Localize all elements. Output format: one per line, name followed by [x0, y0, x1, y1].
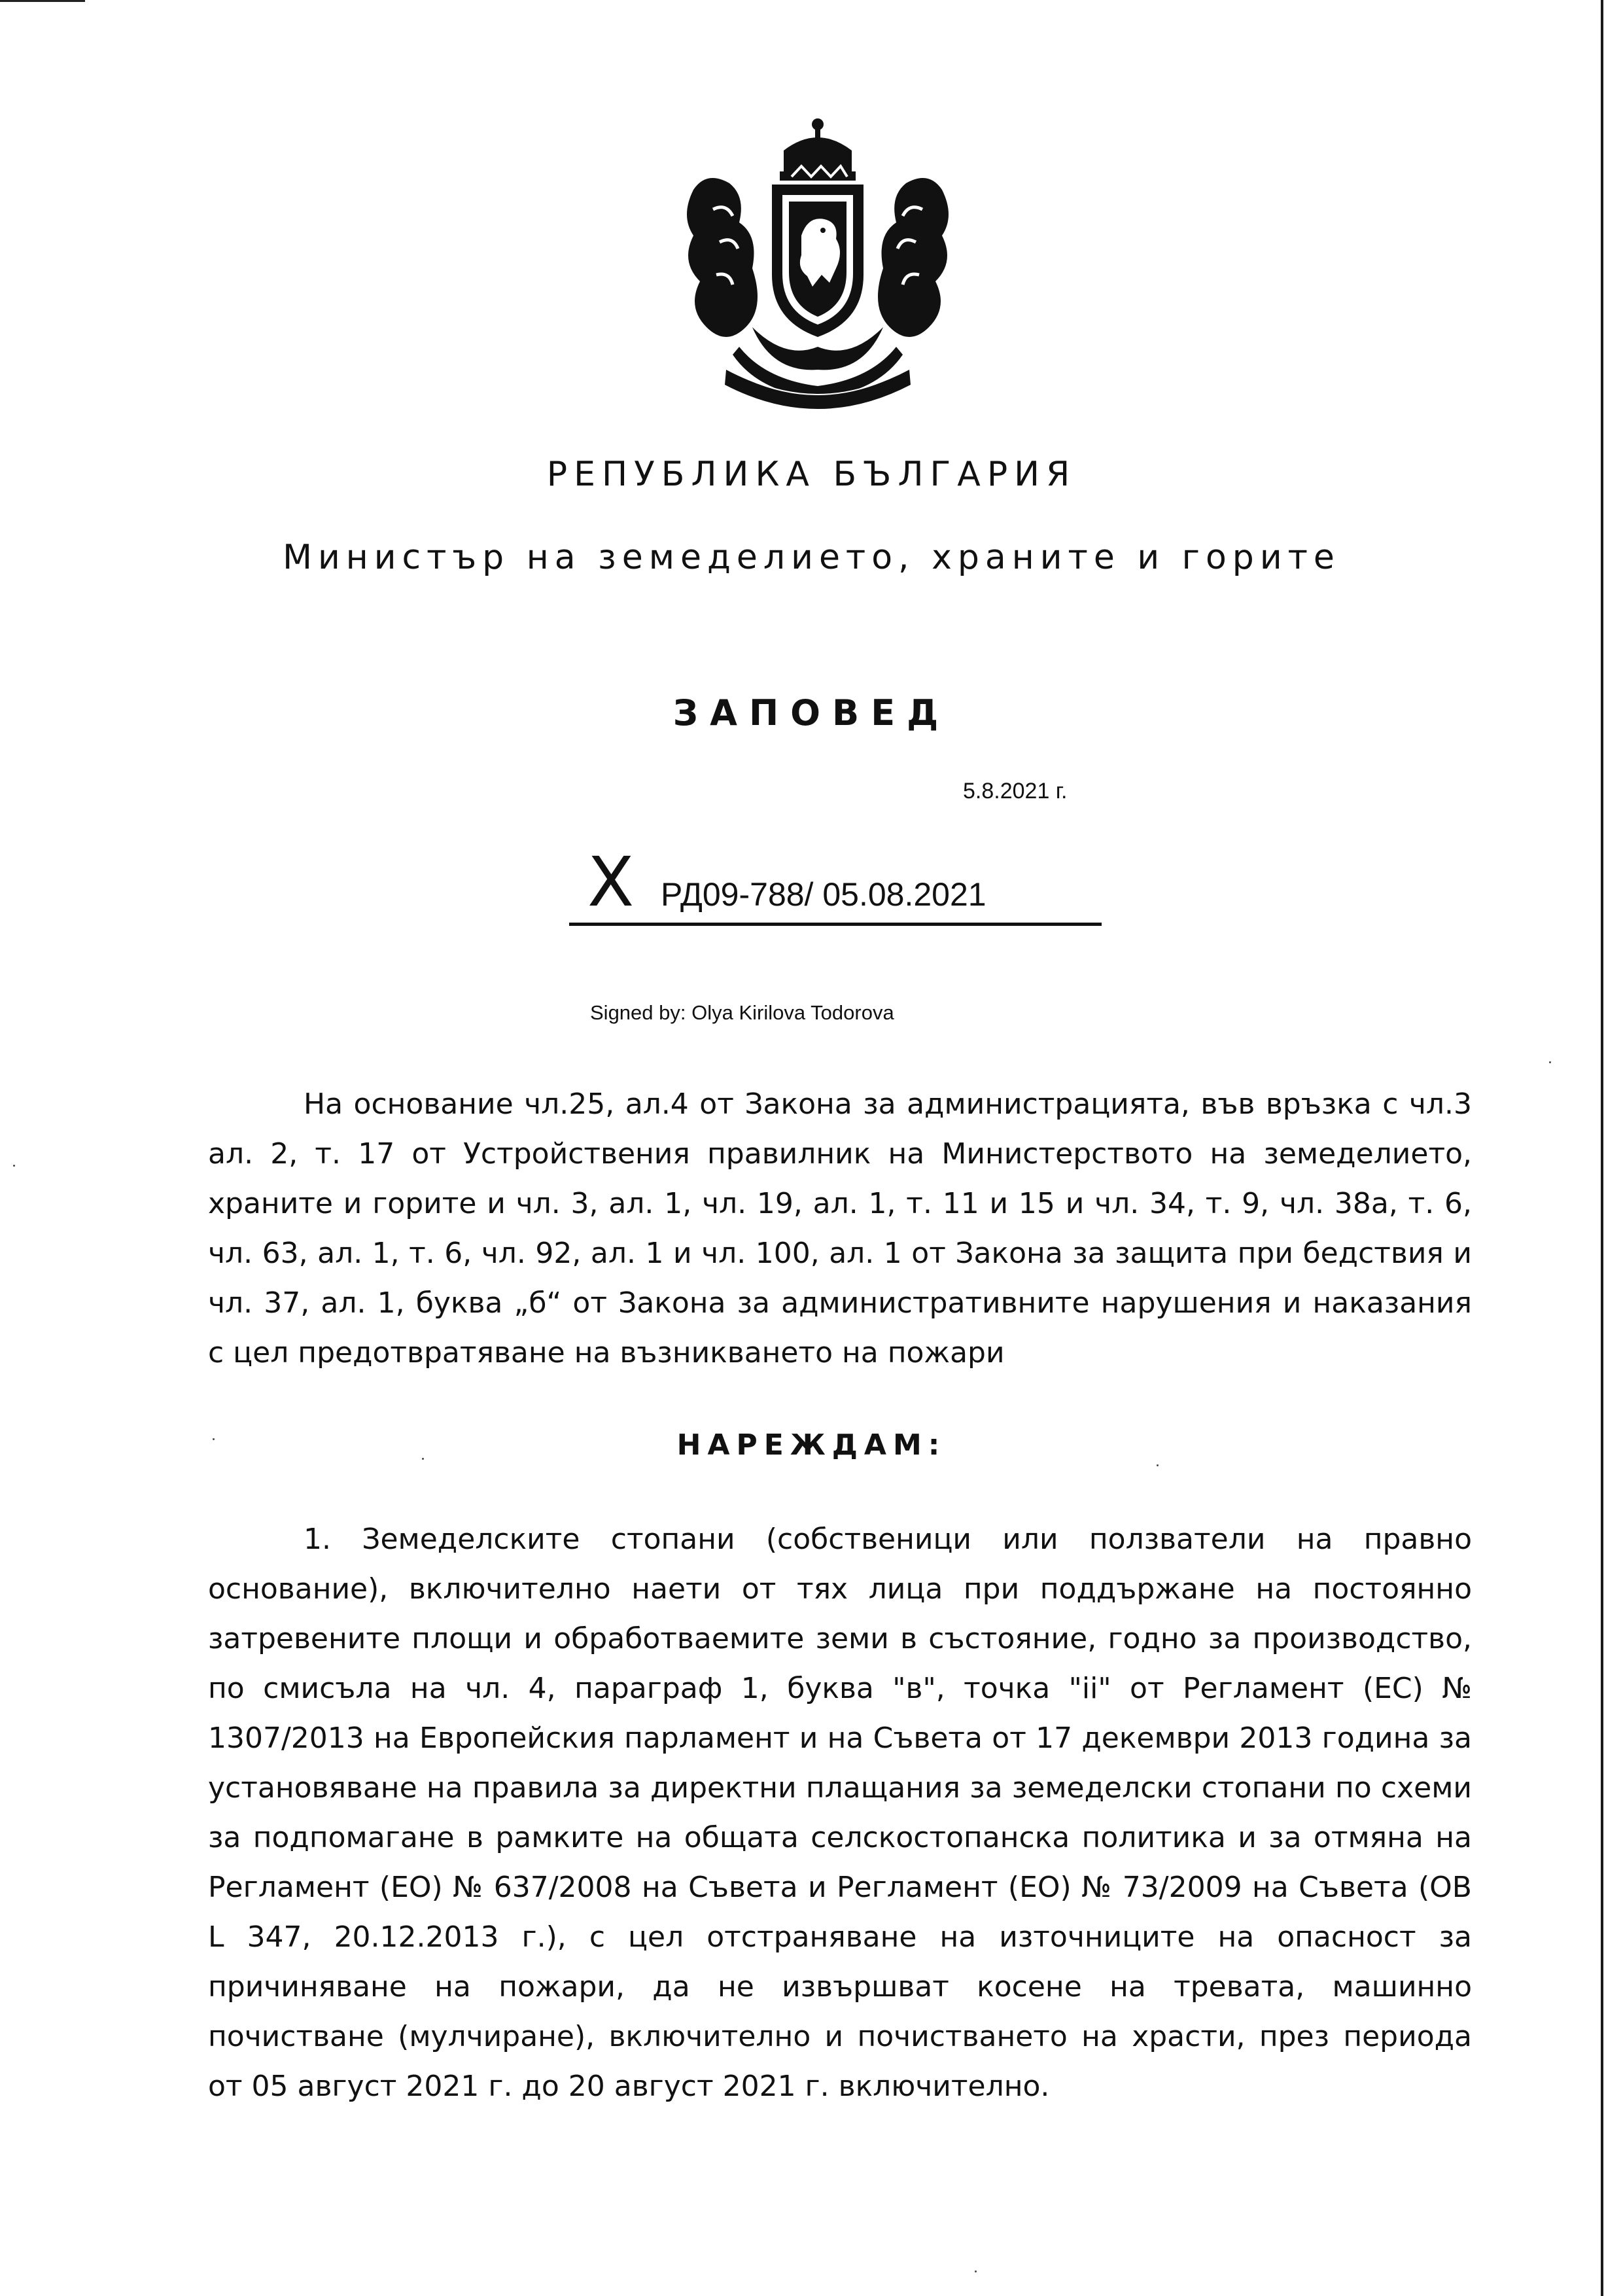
signature-line: [569, 923, 1102, 926]
coat-of-arms-emblem: [667, 111, 968, 412]
scan-speck: [422, 1458, 424, 1460]
document-date: 5.8.2021 г.: [963, 779, 1068, 804]
signed-by-label: Signed by: Olya Kirilova Todorova: [590, 1001, 894, 1024]
document-title: ЗАПОВЕД: [672, 692, 951, 733]
signature-mark: X: [587, 842, 635, 922]
registration-number: РД09-788/ 05.08.2021: [661, 876, 986, 913]
scan-speck: [975, 2270, 977, 2272]
scan-speck: [13, 1165, 15, 1167]
scan-edge-right: [1601, 0, 1603, 2296]
scan-edge-top: [0, 0, 85, 2]
order-heading: НАРЕЖДАМ:: [676, 1428, 947, 1462]
scan-speck: [1157, 1464, 1159, 1466]
scan-speck: [1549, 1061, 1551, 1063]
scan-speck: [213, 1438, 215, 1440]
ministry-name: Министър на земеделието, храните и горите: [283, 538, 1340, 577]
country-name: РЕПУБЛИКА БЪЛГАРИЯ: [546, 455, 1077, 494]
order-item-1: 1. Земеделските стопани (собственици или ползватели на правно основание), включително наети от тях лица при поддържане на постоянно затревените площи и обработваемите земи в състояние, годно за производство, по смисъла на чл. 4, параграф 1, буква "в", точка "ii" от Регламент (ЕС) № 1307/2013 на Европейския парламент и на Съвета от 17 декември 2013 година за установяване на правила за директни плащания за земеделски стопани по схеми за подпомагане в рамките на общата селскостопанска политика и за отмяна на Регламент (ЕО) № 637/2008 на Съвета и Регламент (ЕО) № 73/2009 на Съвета (ОВ L 347, 20.12.2013 г.), с цел отстраняване на източниците на опасност за причиняване на пожари, да не извършват косене на тревата, машинно почистване (мулчиране), включително и почистването на храсти, през периода от 05 август 2021 г. до 20 август 2021 г. включително.: [208, 1523, 1472, 2103]
preamble-paragraph: На основание чл.25, ал.4 от Закона за администрацията, във връзка с чл.3 ал. 2, т. 17 от Устройствения правилник на Министерството на земеделието, храните и горите и чл. 3, ал. 1, чл. 19, ал. 1, т. 11 и 15 и чл. 34, т. 9, чл. 38а, т. 6, чл. 63, ал. 1, т. 6, чл. 92, ал. 1 и чл. 100, ал. 1 от Закона за защита при бедствия и чл. 37, ал. 1, буква „б“ от Закона за административните нарушения и наказания с цел предотвратяване на възникването на пожари: [208, 1087, 1472, 1369]
coat-of-arms-icon: [667, 111, 968, 412]
